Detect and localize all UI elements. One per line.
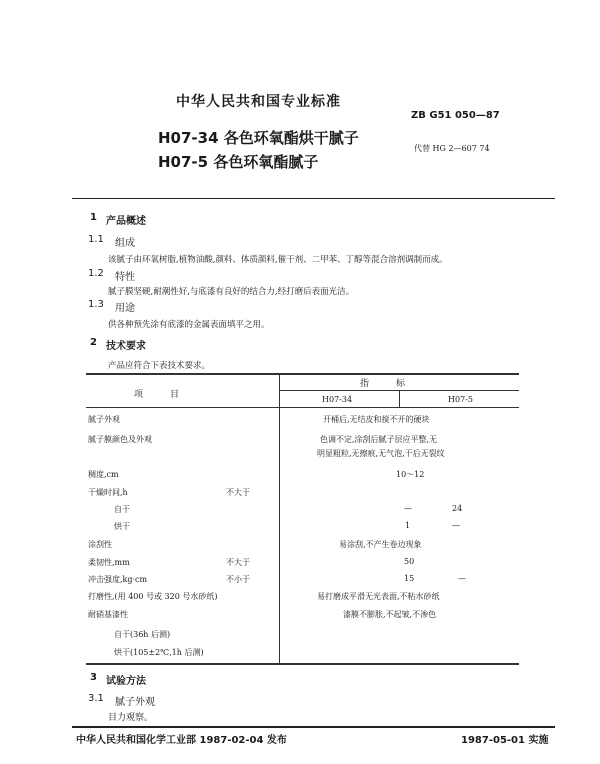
row-item: 冲击强度,kg·cm bbox=[88, 575, 148, 584]
document-title-line-1: H07-34 各色环氧酯烘干腻子 bbox=[158, 129, 359, 147]
section-1-number: 1 bbox=[90, 212, 97, 223]
section-3-1-title: 腻子外观 bbox=[115, 697, 155, 708]
header-divider bbox=[72, 198, 555, 199]
row-condition: 不大于 bbox=[226, 558, 250, 567]
row-item: 涂刮性 bbox=[88, 540, 112, 549]
row-value: 易涂刮,不产生卷边现象 bbox=[339, 540, 422, 549]
row-value: 开桶后,无结皮和搅不开的硬块 bbox=[323, 415, 430, 424]
header-spec: 指 标 bbox=[360, 379, 406, 389]
spec-table bbox=[86, 373, 519, 664]
row-item: 烘干(105±2℃,1h 后测) bbox=[114, 648, 204, 657]
row-value: 10～12 bbox=[396, 470, 425, 479]
row-value: 易打磨成平滑无光表面,不粘水砂纸 bbox=[317, 592, 440, 601]
footer-divider bbox=[72, 726, 555, 728]
row-value-h07-5: — bbox=[452, 521, 460, 530]
row-item: 干燥时间,h bbox=[88, 488, 128, 497]
row-item: 自干 bbox=[114, 505, 130, 514]
row-item: 烘干 bbox=[114, 522, 130, 531]
section-3-number: 3 bbox=[90, 672, 97, 683]
row-condition: 不大于 bbox=[226, 488, 250, 497]
section-1-1-title: 组成 bbox=[115, 238, 135, 249]
section-1-3-number: 1.3 bbox=[88, 299, 104, 310]
row-value-h07-34: 15 bbox=[404, 574, 415, 583]
section-1-3-title: 用途 bbox=[115, 303, 135, 314]
section-1-2-title: 特性 bbox=[115, 272, 135, 283]
row-value: 色调不定,涂刮后腻子层应平整,无 bbox=[320, 435, 438, 444]
section-1-3-body: 供各种预先涂有底漆的金属表面填平之用。 bbox=[108, 320, 270, 330]
subheader-h07-5: H07-5 bbox=[448, 395, 473, 404]
section-1-1-body: 该腻子由环氧树脂,植物油酸,颜料、体质颜料,催干剂、二甲苯、丁醇等混合溶剂调制而成。 bbox=[108, 255, 448, 265]
row-value-h07-34: — bbox=[404, 504, 412, 513]
section-1-2-body: 腻子膜坚硬,耐潮性好,与底漆有良好的结合力,经打磨后表面光洁。 bbox=[108, 287, 355, 297]
table-bottom-border bbox=[86, 663, 519, 665]
section-2-title: 技术要求 bbox=[106, 341, 146, 352]
row-condition: 不小于 bbox=[226, 575, 250, 584]
row-value-h07-5: — bbox=[458, 574, 466, 583]
replaces-standard: 代替 HG 2—607 74 bbox=[414, 144, 490, 153]
row-value-h07-5: 24 bbox=[452, 504, 463, 513]
row-value-h07-34: 50 bbox=[404, 557, 415, 566]
section-1-title: 产品概述 bbox=[106, 216, 146, 227]
issuer-line: 中华人民共和国化学工业部 1987-02-04 发布 bbox=[76, 735, 287, 746]
row-item: 耐硝基漆性 bbox=[88, 610, 128, 619]
table-column-divider bbox=[279, 373, 280, 664]
section-1-2-number: 1.2 bbox=[88, 268, 104, 279]
effective-date: 1987-05-01 实施 bbox=[461, 735, 549, 746]
header-item: 项 目 bbox=[134, 390, 180, 400]
row-item: 打磨性,(用 400 号或 320 号水砂纸) bbox=[88, 592, 218, 601]
row-value-h07-34: 1 bbox=[405, 521, 411, 530]
document-title-line-2: H07-5 各色环氧酯腻子 bbox=[158, 153, 319, 171]
org-title: 中华人民共和国专业标准 bbox=[176, 94, 341, 110]
section-3-1-body: 目力观察。 bbox=[108, 713, 154, 723]
table-subcolumn-divider bbox=[399, 390, 400, 408]
section-2-intro: 产品应符合下表技术要求。 bbox=[108, 361, 211, 371]
section-1-1-number: 1.1 bbox=[88, 234, 104, 245]
section-3-title: 试验方法 bbox=[106, 676, 146, 687]
row-value: 漆膜不膨胀,不起皱,不渗色 bbox=[343, 610, 437, 619]
table-top-border bbox=[86, 373, 519, 375]
row-value: 明显粗粒,无擦痕,无气泡,干后无裂纹 bbox=[317, 449, 445, 458]
section-3-1-number: 3.1 bbox=[88, 693, 104, 704]
row-item: 自干(36h 后测) bbox=[114, 630, 171, 639]
subheader-h07-34: H07-34 bbox=[322, 395, 353, 404]
row-item: 腻子外观 bbox=[88, 415, 120, 424]
section-2-number: 2 bbox=[90, 337, 97, 348]
standard-code: ZB G51 050—87 bbox=[411, 110, 500, 121]
row-item: 柔韧性,mm bbox=[88, 558, 130, 567]
table-header-divider bbox=[86, 407, 519, 408]
row-item: 稠度,cm bbox=[88, 470, 119, 479]
row-item: 腻子膜颜色及外观 bbox=[88, 435, 152, 444]
